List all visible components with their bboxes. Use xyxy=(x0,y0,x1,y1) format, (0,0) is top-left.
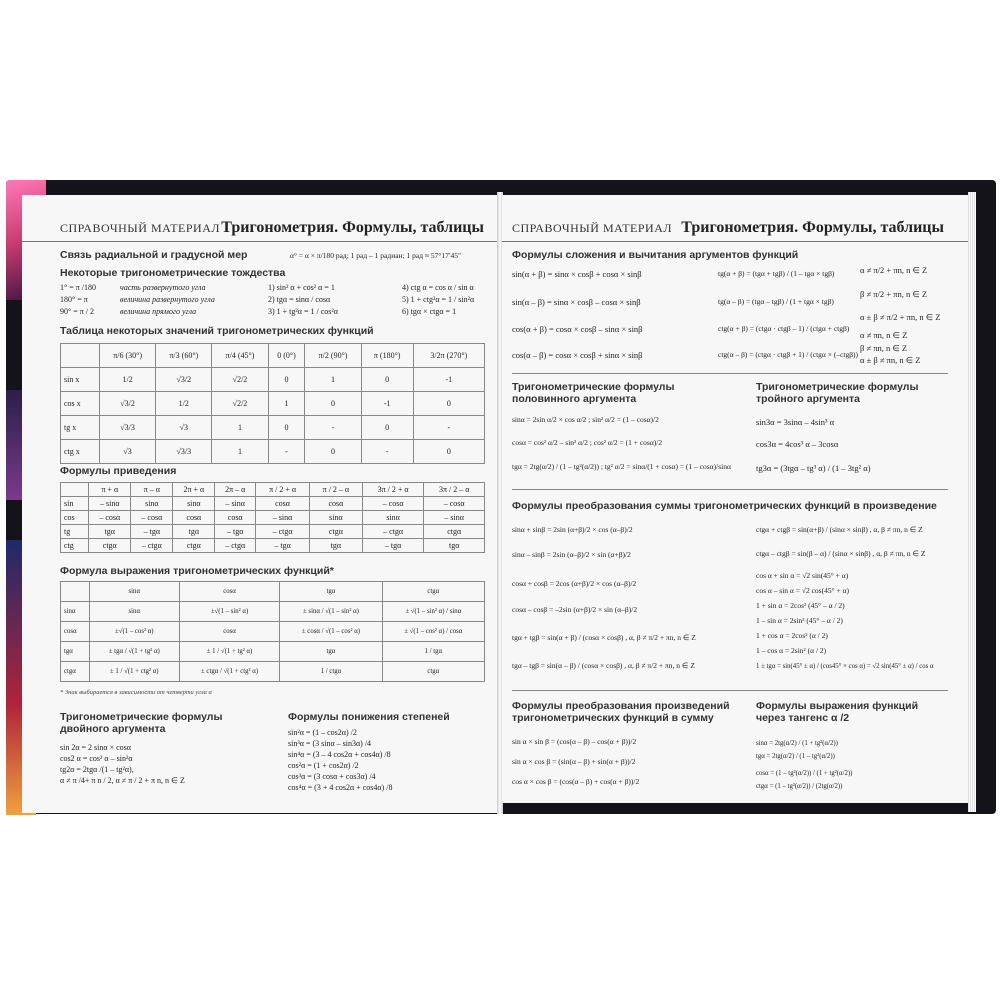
half-heading: Тригонометрические формулы половинного аргумента xyxy=(512,381,675,405)
row-label-cell: cos xyxy=(61,511,89,525)
table-cell: π / 2 + α xyxy=(256,483,310,497)
table-cell: – sinα xyxy=(424,511,485,525)
table-cell: – tgα xyxy=(215,525,256,539)
table-cell: 1 / ctgα xyxy=(280,662,382,682)
table-cell: ± sinα / √(1 – sin² α) xyxy=(280,602,382,622)
table-cell: – sinα xyxy=(256,511,310,525)
table-cell: 3/2π (270°) xyxy=(413,344,484,368)
double-formula: cos2 α = cos² α – sin²α xyxy=(60,754,133,763)
table-cell: ctgα xyxy=(424,525,485,539)
half-formula: sinα = 2sin α/2 × cos α/2 ; sin² α/2 = (1 – cosα)/2 xyxy=(512,415,659,424)
addition-heading: Формулы сложения и вычитания аргументов функций xyxy=(512,249,799,261)
addition-condition: α ≠ πn, n ∈ Z xyxy=(860,330,908,340)
sum-product-formula: 1 ± tgα = sin(45° ± α) / (cos45° × cos α) = √2 sin(45° ± α) / cos α xyxy=(756,663,934,670)
row-label-cell: sin x xyxy=(61,368,100,392)
table-cell: - xyxy=(413,416,484,440)
row-label-cell: tg xyxy=(61,525,89,539)
table-header-row xyxy=(61,344,485,368)
row-label-cell: cos x xyxy=(61,392,100,416)
triple-formula: cos3α = 4cos³ α – 3cosα xyxy=(756,439,839,449)
table-cell: – cosα xyxy=(362,497,424,511)
sum-product-formula: cosα + cosβ = 2cos (α+β)/2 × cos (α–β)/2 xyxy=(512,579,637,588)
power-formula: cos²α = (1 + cos2α) /2 xyxy=(288,761,359,770)
half-formula: tgα = 2tg(α/2) / (1 – tg²(α/2)) ; tg² α/2 = sinα/(1 + cosα) = (1 – cosα)/sinα xyxy=(512,462,731,471)
power-formula: cos⁴α = (3 + 4 cos2α + cos4α) /8 xyxy=(288,783,393,792)
row-label-cell xyxy=(61,582,90,602)
triple-formula: sin3α = 3sinα – 4sin³ α xyxy=(756,417,835,427)
section-divider xyxy=(512,690,948,691)
row-label-cell xyxy=(61,344,100,368)
identity-desc: величина развернутого угла xyxy=(120,295,215,304)
page-header xyxy=(22,219,498,242)
table-cell: 1 xyxy=(212,416,268,440)
addition-formula: tg(α + β) = (tgα + tgβ) / (1 – tgα × tgβ) xyxy=(718,269,835,278)
table-cell: – ctgα xyxy=(256,525,310,539)
product-sum-formula: cos α × cos β = (cos(α – β) + cos(α + β))/2 xyxy=(512,777,640,786)
addition-condition: α ± β ≠ πn, n ∈ Z xyxy=(860,355,921,365)
section-label: СПРАВОЧНЫЙ МАТЕРИАЛ xyxy=(60,221,221,235)
row-label-cell: cosα xyxy=(61,622,90,642)
table-cell: π/3 (60°) xyxy=(156,344,212,368)
identity-formula: 5) 1 + ctg²α = 1 / sin²α xyxy=(402,295,475,304)
table-cell: sinα xyxy=(309,511,362,525)
addition-formula: sin(α + β) = sinα × cosβ + cosα × sinβ xyxy=(512,269,642,279)
table-cell: √3 xyxy=(156,416,212,440)
sum-product-formula: 1 + cos α = 2cos² (α / 2) xyxy=(756,631,828,640)
row-label-cell xyxy=(61,483,89,497)
table-row xyxy=(61,392,485,416)
section-divider xyxy=(512,373,948,374)
addition-formula: cos(α – β) = cosα × cosβ + sinα × sinβ xyxy=(512,350,643,360)
tangent-formula: cosα = (1 – tg²(α/2)) / (1 + tg²(α/2)) xyxy=(756,770,853,777)
table-cell: 0 xyxy=(361,416,413,440)
table-cell: cosα xyxy=(173,511,215,525)
table-cell: 1 xyxy=(305,368,361,392)
table-cell: 0 xyxy=(305,392,361,416)
table-cell: sinα xyxy=(89,582,179,602)
table-cell: π/2 (90°) xyxy=(305,344,361,368)
table-cell: sinα xyxy=(89,602,179,622)
table-cell: π/6 (30°) xyxy=(99,344,155,368)
table-cell: 0 xyxy=(305,440,361,464)
table-cell: √3/3 xyxy=(99,416,155,440)
half-formula: cosα = cos² α/2 – sin² α/2 ; cos² α/2 = (1 + cosα)/2 xyxy=(512,438,663,447)
tangent-formula: ctgα = (1 – tg²(α/2)) / (2tg(α/2)) xyxy=(756,783,843,790)
identity-formula: 4) ctg α = cos α / sin α xyxy=(402,283,474,292)
sum-product-formula: cos α + sin α = √2 sin(45° + α) xyxy=(756,571,849,580)
row-label-cell: ctgα xyxy=(61,662,90,682)
table-cell: 1/2 xyxy=(156,392,212,416)
table-row xyxy=(61,440,485,464)
sum-product-formula: tgα – tgβ = sin(α – β) / (cosα × cosβ) , α, β ≠ π/2 + πn, n ∈ Z xyxy=(512,661,695,670)
table-cell: – tgα xyxy=(131,525,173,539)
table-cell: √3/2 xyxy=(156,368,212,392)
left-page xyxy=(22,195,498,813)
table-cell: 1 xyxy=(268,392,305,416)
tangent-formula: sinα = 2tg(α/2) / (1 + tg²(α/2)) xyxy=(756,740,838,747)
table-cell: cosα xyxy=(179,622,279,642)
table-row xyxy=(61,622,485,642)
addition-formula: sin(α – β) = sinα × cosβ – cosα × sinβ xyxy=(512,297,641,307)
sum-product-formula: 1 – cos α = 2sin² (α / 2) xyxy=(756,646,827,655)
identity-formula: 3) 1 + tg²α = 1 / cos²α xyxy=(268,307,338,316)
table-cell: ± 1 / √(1 + tg² α) xyxy=(179,642,279,662)
double-formula: α ≠ π /4+ π n / 2, α ≠ π / 2 + π n, n ∈ Z xyxy=(60,776,185,785)
page-title: Тригонометрия. Формулы, таблицы xyxy=(681,219,944,236)
table-cell: ± √(1 – sin² α) / sinα xyxy=(382,602,484,622)
table-cell: tgα xyxy=(424,539,485,553)
row-label-cell: tg x xyxy=(61,416,100,440)
section-label: СПРАВОЧНЫЙ МАТЕРИАЛ xyxy=(512,221,673,235)
table-row xyxy=(61,525,485,539)
tangent-heading: Формулы выражения функций через тангенс α /2 xyxy=(756,700,919,724)
identity-formula: 2) tgα = sinα / cosα xyxy=(268,295,331,304)
table-cell: tgα xyxy=(309,539,362,553)
section-divider xyxy=(512,489,948,490)
row-label-cell: sin xyxy=(61,497,89,511)
sum-product-formula: sinα + sinβ = 2sin (α+β)/2 × cos (α–β)/2 xyxy=(512,525,633,534)
table-row xyxy=(61,368,485,392)
page-header xyxy=(502,219,968,242)
power-formula: cos³α = (3 cosα + cos3α) /4 xyxy=(288,772,376,781)
right-page xyxy=(502,195,968,803)
table-cell: π + α xyxy=(89,483,131,497)
sign-note: * Знак выбирается в зависимости от четверти угла α xyxy=(60,689,212,696)
reduction-table xyxy=(60,482,485,553)
table-cell: cosα xyxy=(215,511,256,525)
table-cell: 0 xyxy=(268,368,305,392)
identity-deg: 1° = π /180 xyxy=(60,283,96,292)
table-cell: ctgα xyxy=(382,662,484,682)
table-cell: – tgα xyxy=(256,539,310,553)
table-cell: √2/2 xyxy=(212,368,268,392)
table-cell: π – α xyxy=(131,483,173,497)
table-row xyxy=(61,642,485,662)
identity-deg: 90° = π / 2 xyxy=(60,307,94,316)
table-row xyxy=(61,539,485,553)
identities-heading: Некоторые тригонометрические тождества xyxy=(60,267,286,279)
table-cell: π / 2 – α xyxy=(309,483,362,497)
table-cell: √2/2 xyxy=(212,392,268,416)
radial-formula: α° = α × π/180 рад; 1 рад – 1 радиан; 1 рад ≈ 57°17′45″ xyxy=(290,251,462,260)
table-cell: - xyxy=(305,416,361,440)
sum-product-formula: tgα + tgβ = sin(α + β) / (cosα × cosβ) , α, β ≠ π/2 + πn, n ∈ Z xyxy=(512,633,696,642)
page-title: Тригонометрия. Формулы, таблицы xyxy=(221,219,484,236)
table-cell: π (180°) xyxy=(361,344,413,368)
table-row xyxy=(61,602,485,622)
table-cell: 0 xyxy=(413,440,484,464)
table-cell: cosα xyxy=(309,497,362,511)
table-cell: ± 1 / √(1 + ctg² α) xyxy=(89,662,179,682)
table-cell: -1 xyxy=(361,392,413,416)
page-edges xyxy=(968,192,976,812)
reduction-heading: Формулы приведения xyxy=(60,465,177,477)
sum-product-formula: cosα – cosβ = –2sin (α+β)/2 × sin (α–β)/2 xyxy=(512,605,638,614)
table-cell: 0 xyxy=(413,392,484,416)
table-cell: – cosα xyxy=(424,497,485,511)
identity-deg: 180° = π xyxy=(60,295,88,304)
sum-product-formula: cos α – sin α = √2 cos(45° + α) xyxy=(756,586,849,595)
table-cell: 3π / 2 – α xyxy=(424,483,485,497)
table-cell: – cosα xyxy=(131,511,173,525)
double-formula: tg2α = 2tgα /(1 – tg²α), xyxy=(60,765,134,774)
table-cell: √3/2 xyxy=(99,392,155,416)
table-cell: cosα xyxy=(179,582,279,602)
addition-formula: cos(α + β) = cosα × cosβ – sinα × sinβ xyxy=(512,324,643,334)
table-cell: 0 xyxy=(268,416,305,440)
sum-product-formula: 1 + sin α = 2cos² (45° – α / 2) xyxy=(756,601,845,610)
table-cell: – ctgα xyxy=(131,539,173,553)
table-cell: ctgα xyxy=(309,525,362,539)
identity-desc: часть развернутого угла xyxy=(120,283,206,292)
table-cell: π/4 (45°) xyxy=(212,344,268,368)
sum-product-formula: sinα – sinβ = 2sin (α–β)/2 × sin (α+β)/2 xyxy=(512,550,631,559)
table-cell: 3π / 2 + α xyxy=(362,483,424,497)
row-label-cell: sinα xyxy=(61,602,90,622)
power-formula: sin³α = (3 sinα – sin3α) /4 xyxy=(288,739,372,748)
table-cell: ±√(1 – sin² α) xyxy=(179,602,279,622)
identity-formula: 6) tgα × ctgα = 1 xyxy=(402,307,457,316)
table-cell: cosα xyxy=(256,497,310,511)
sum-to-product-heading: Формулы преобразования суммы тригонометрических функций в произведение xyxy=(512,500,937,512)
table-cell: 1/2 xyxy=(99,368,155,392)
power-formula: sin²α = (1 – cos2α) /2 xyxy=(288,728,357,737)
product-sum-formula: sin α × sin β = (cos(α – β) – cos(α + β))/2 xyxy=(512,737,637,746)
power-heading: Формулы понижения степеней xyxy=(288,711,450,723)
table-cell: tgα xyxy=(280,642,382,662)
table-cell: tgα xyxy=(280,582,382,602)
table-header-row xyxy=(61,483,485,497)
table-cell: tgα xyxy=(173,525,215,539)
table-cell: – sinα xyxy=(215,497,256,511)
table-row xyxy=(61,662,485,682)
addition-formula: tg(α – β) = (tgα – tgβ) / (1 + tgα × tgβ) xyxy=(718,297,834,306)
row-label-cell: ctg x xyxy=(61,440,100,464)
table-cell: -1 xyxy=(413,368,484,392)
table-cell: - xyxy=(268,440,305,464)
table-cell: sinα xyxy=(173,497,215,511)
identity-desc: величина прямого угла xyxy=(120,307,197,316)
addition-condition: α ≠ π/2 + πn, n ∈ Z xyxy=(860,265,928,275)
product-sum-formula: sin α × cos β = (sin(α – β) + sin(α + β))/2 xyxy=(512,757,636,766)
sum-product-formula: 1 – sin α = 2sin² (45° – α / 2) xyxy=(756,616,843,625)
table-cell: 0 xyxy=(361,368,413,392)
table-cell: 2π – α xyxy=(215,483,256,497)
identity-formula: 1) sin² α + cos² α = 1 xyxy=(268,283,335,292)
power-formula: sin⁴α = (3 – 4 cos2α + cos4α) /8 xyxy=(288,750,391,759)
table-cell: – ctgα xyxy=(362,525,424,539)
double-heading: Тригонометрические формулы двойного аргумента xyxy=(60,711,223,735)
table-cell: √3/3 xyxy=(156,440,212,464)
sum-product-formula: ctgα + ctgβ = sin(α+β) / (sinα × sinβ) , α, β ≠ πn, n ∈ Z xyxy=(756,525,923,534)
table-cell: 1 / tgα xyxy=(382,642,484,662)
addition-condition: α ± β ≠ π/2 + πn, n ∈ Z xyxy=(860,312,941,322)
sum-product-formula: ctgα – ctgβ = sin(β – α) / (sinα × sinβ) , α, β ≠ πn, n ∈ Z xyxy=(756,549,926,558)
table-cell: 2π + α xyxy=(173,483,215,497)
expression-heading: Формула выражения тригонометрических функций* xyxy=(60,565,334,577)
table-cell: ± ctgα / √(1 + ctg² α) xyxy=(179,662,279,682)
table-cell: sinα xyxy=(362,511,424,525)
table-cell: ±√(1 – cos² α) xyxy=(89,622,179,642)
table-cell: – sinα xyxy=(89,497,131,511)
radial-heading: Связь радиальной и градусной мер xyxy=(60,249,248,261)
product-to-sum-heading: Формулы преобразования произведений тригонометрических функций в сумму xyxy=(512,700,730,724)
table-row xyxy=(61,511,485,525)
table-cell: tgα xyxy=(89,525,131,539)
addition-condition: β ≠ π/2 + πn, n ∈ Z xyxy=(860,289,928,299)
expression-table xyxy=(60,581,485,682)
values-table-heading: Таблица некоторых значений тригонометрических функций xyxy=(60,325,374,337)
table-cell: ± √(1 – cos² α) / cosα xyxy=(382,622,484,642)
table-cell: ctgα xyxy=(173,539,215,553)
row-label-cell: tgα xyxy=(61,642,90,662)
tangent-formula: tgα = 2tg(α/2) / (1 – tg²(α/2)) xyxy=(756,753,835,760)
table-cell: ± cosα / √(1 – cos² α) xyxy=(280,622,382,642)
table-cell: 1 xyxy=(212,440,268,464)
row-label-cell: ctg xyxy=(61,539,89,553)
values-table xyxy=(60,343,485,464)
addition-formula: ctg(α – β) = (ctgα · ctgβ + 1) / (ctgα × (–ctgβ)) xyxy=(718,350,859,359)
table-cell: sinα xyxy=(131,497,173,511)
table-row xyxy=(61,416,485,440)
table-cell: - xyxy=(361,440,413,464)
addition-formula: ctg(α + β) = (ctgα · ctgβ – 1) / (ctgα + ctgβ) xyxy=(718,324,850,333)
table-cell: ctgα xyxy=(89,539,131,553)
table-cell: √3 xyxy=(99,440,155,464)
triple-heading: Тригонометрические формулы тройного аргумента xyxy=(756,381,919,405)
double-formula: sin 2α = 2 sinα × cosα xyxy=(60,743,131,752)
table-row xyxy=(61,497,485,511)
table-cell: ± tgα / √(1 + tg² α) xyxy=(89,642,179,662)
table-cell: 0 (0°) xyxy=(268,344,305,368)
table-header-row xyxy=(61,582,485,602)
table-cell: – tgα xyxy=(362,539,424,553)
table-cell: ctgα xyxy=(382,582,484,602)
table-cell: – ctgα xyxy=(215,539,256,553)
table-cell: – cosα xyxy=(89,511,131,525)
triple-formula: tg3α = (3tgα – tg³ α) / (1 – 3tg² α) xyxy=(756,463,871,473)
addition-condition: β ≠ πn, n ∈ Z xyxy=(860,343,908,353)
